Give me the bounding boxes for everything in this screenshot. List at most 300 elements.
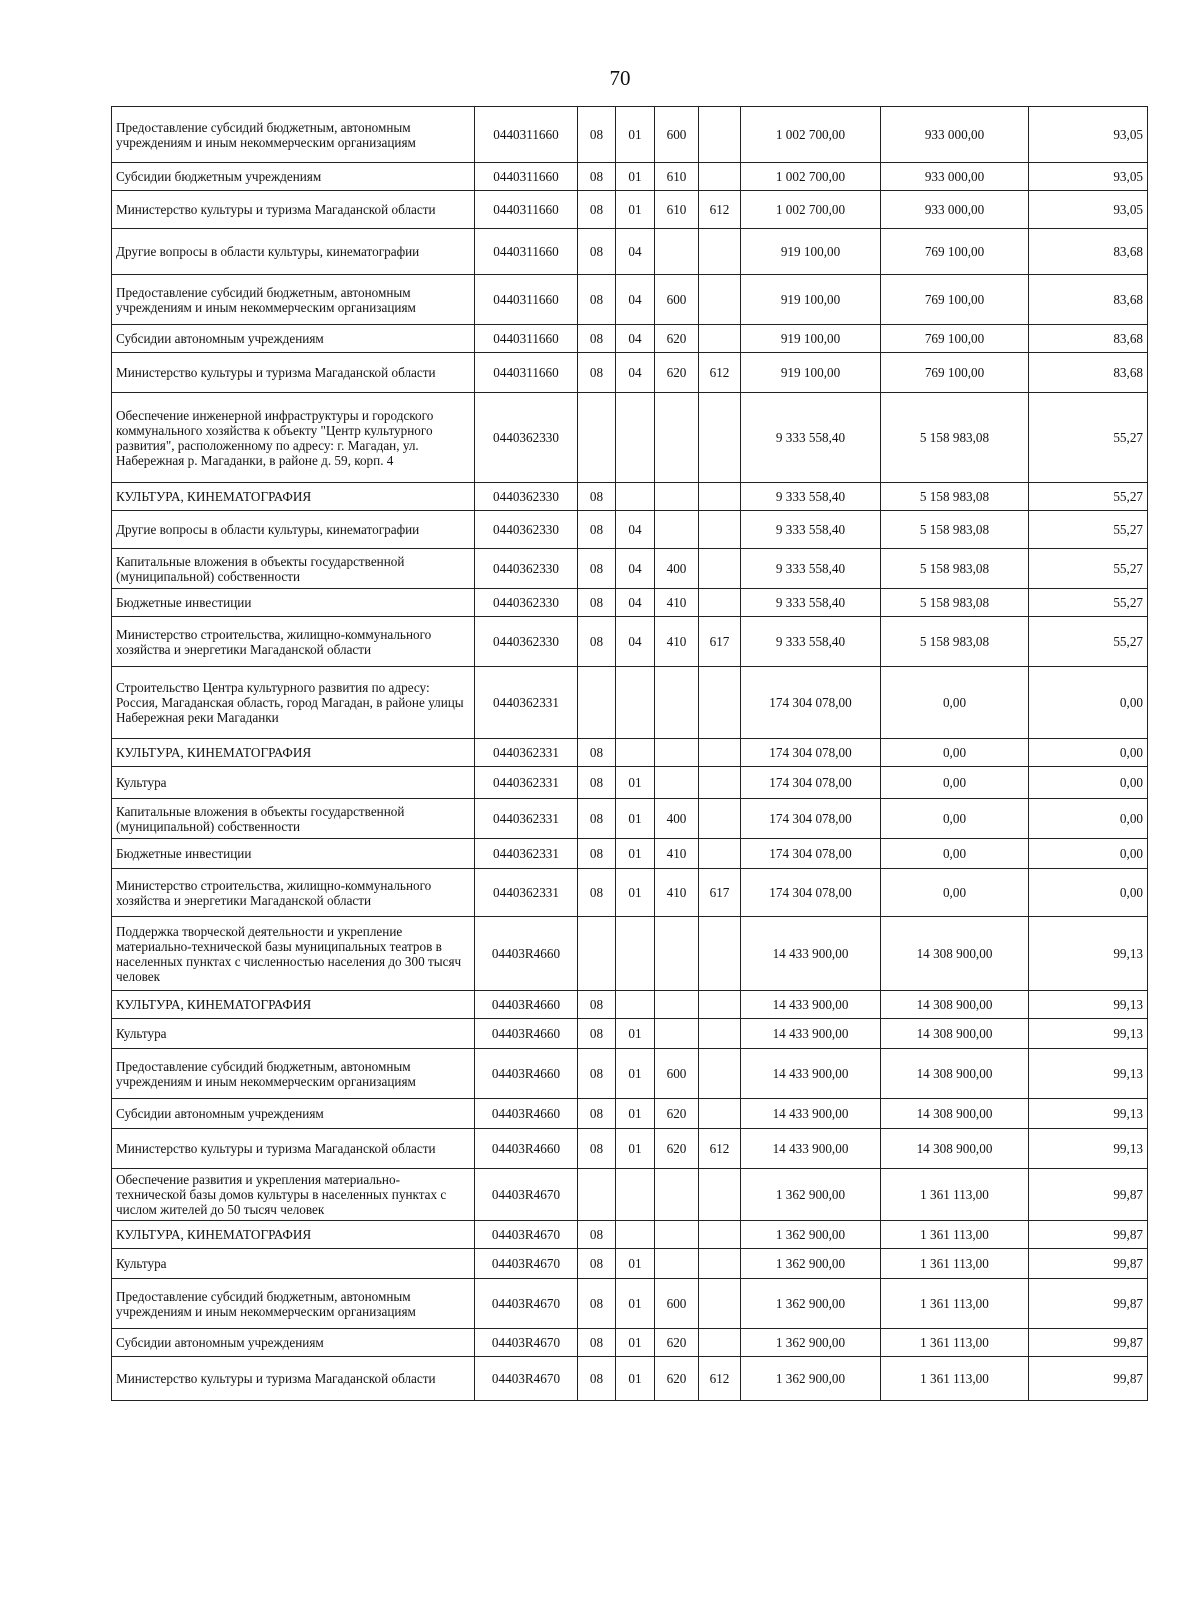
table-row — [112, 275, 1148, 325]
target-article-cell: 0440362331 — [475, 799, 578, 839]
row-name: Культура — [112, 1019, 475, 1049]
table-row — [112, 1129, 1148, 1169]
subsection-cell: 04 — [616, 617, 655, 667]
expense-type-cell: 610 — [655, 191, 699, 229]
expense-type-cell — [655, 483, 699, 511]
administrator-cell — [699, 767, 741, 799]
table-row — [112, 325, 1148, 353]
percent-cell: 83,68 — [1029, 325, 1148, 353]
target-article-cell: 0440362330 — [475, 549, 578, 589]
administrator-cell — [699, 1019, 741, 1049]
subsection-cell — [616, 483, 655, 511]
table-row — [112, 617, 1148, 667]
administrator-cell — [699, 589, 741, 617]
plan-amount-cell: 174 304 078,00 — [741, 869, 881, 917]
percent-cell: 0,00 — [1029, 799, 1148, 839]
plan-amount-cell: 9 333 558,40 — [741, 549, 881, 589]
administrator-cell — [699, 511, 741, 549]
fact-amount-cell: 1 361 113,00 — [881, 1221, 1029, 1249]
percent-cell: 0,00 — [1029, 739, 1148, 767]
fact-amount-cell: 933 000,00 — [881, 107, 1029, 163]
subsection-cell: 01 — [616, 839, 655, 869]
plan-amount-cell: 1 002 700,00 — [741, 107, 881, 163]
target-article-cell: 0440311660 — [475, 275, 578, 325]
fact-amount-cell: 1 361 113,00 — [881, 1249, 1029, 1279]
row-name: Предоставление субсидий бюджетным, автономным учреждениям и иным некоммерческим организациям — [112, 1279, 475, 1329]
section-cell: 08 — [578, 799, 616, 839]
table-row — [112, 869, 1148, 917]
plan-amount-cell: 174 304 078,00 — [741, 667, 881, 739]
table-row — [112, 1249, 1148, 1279]
plan-amount-cell: 9 333 558,40 — [741, 589, 881, 617]
subsection-cell: 04 — [616, 229, 655, 275]
target-article-cell: 0440362331 — [475, 667, 578, 739]
row-name: Предоставление субсидий бюджетным, автономным учреждениям и иным некоммерческим организациям — [112, 275, 475, 325]
target-article-cell: 04403R4660 — [475, 1019, 578, 1049]
target-article-cell: 0440311660 — [475, 325, 578, 353]
plan-amount-cell: 1 362 900,00 — [741, 1249, 881, 1279]
target-article-cell: 04403R4670 — [475, 1329, 578, 1357]
expense-type-cell: 620 — [655, 1129, 699, 1169]
administrator-cell: 612 — [699, 353, 741, 393]
percent-cell: 93,05 — [1029, 163, 1148, 191]
row-name: Субсидии автономным учреждениям — [112, 1099, 475, 1129]
plan-amount-cell: 14 433 900,00 — [741, 917, 881, 991]
plan-amount-cell: 14 433 900,00 — [741, 1099, 881, 1129]
expense-type-cell: 410 — [655, 617, 699, 667]
expense-type-cell: 600 — [655, 1279, 699, 1329]
plan-amount-cell: 174 304 078,00 — [741, 739, 881, 767]
plan-amount-cell: 9 333 558,40 — [741, 483, 881, 511]
administrator-cell: 612 — [699, 1357, 741, 1401]
administrator-cell — [699, 393, 741, 483]
section-cell: 08 — [578, 1019, 616, 1049]
expense-type-cell — [655, 739, 699, 767]
percent-cell: 83,68 — [1029, 229, 1148, 275]
row-name: Поддержка творческой деятельности и укрепление материально-технической базы муниципальных театров в населенных пунктах с численностью населения до 300 тысяч человек — [112, 917, 475, 991]
fact-amount-cell: 14 308 900,00 — [881, 1019, 1029, 1049]
table-row — [112, 1357, 1148, 1401]
subsection-cell — [616, 667, 655, 739]
row-name: Субсидии автономным учреждениям — [112, 1329, 475, 1357]
administrator-cell — [699, 799, 741, 839]
subsection-cell: 01 — [616, 869, 655, 917]
percent-cell: 0,00 — [1029, 767, 1148, 799]
subsection-cell: 04 — [616, 549, 655, 589]
subsection-cell — [616, 991, 655, 1019]
fact-amount-cell: 933 000,00 — [881, 163, 1029, 191]
section-cell: 08 — [578, 1249, 616, 1279]
section-cell: 08 — [578, 483, 616, 511]
target-article-cell: 0440362331 — [475, 839, 578, 869]
row-name: Предоставление субсидий бюджетным, автономным учреждениям и иным некоммерческим организациям — [112, 107, 475, 163]
fact-amount-cell: 1 361 113,00 — [881, 1357, 1029, 1401]
target-article-cell: 0440362330 — [475, 617, 578, 667]
percent-cell: 55,27 — [1029, 483, 1148, 511]
fact-amount-cell: 0,00 — [881, 739, 1029, 767]
target-article-cell: 04403R4670 — [475, 1357, 578, 1401]
subsection-cell: 04 — [616, 511, 655, 549]
percent-cell: 99,13 — [1029, 1019, 1148, 1049]
table-row — [112, 107, 1148, 163]
expense-type-cell — [655, 1019, 699, 1049]
table-row — [112, 1221, 1148, 1249]
section-cell — [578, 393, 616, 483]
row-name: Другие вопросы в области культуры, кинематографии — [112, 229, 475, 275]
fact-amount-cell: 5 158 983,08 — [881, 511, 1029, 549]
plan-amount-cell: 919 100,00 — [741, 275, 881, 325]
row-name: Капитальные вложения в объекты государственной (муниципальной) собственности — [112, 799, 475, 839]
row-name: КУЛЬТУРА, КИНЕМАТОГРАФИЯ — [112, 1221, 475, 1249]
expense-type-cell: 600 — [655, 1049, 699, 1099]
subsection-cell: 01 — [616, 1249, 655, 1279]
percent-cell: 0,00 — [1029, 839, 1148, 869]
expense-type-cell — [655, 393, 699, 483]
row-name: Строительство Центра культурного развития по адресу: Россия, Магаданская область, город Магадан, в районе улицы Набережная реки Магаданки — [112, 667, 475, 739]
table-row — [112, 1279, 1148, 1329]
target-article-cell: 04403R4660 — [475, 1099, 578, 1129]
table-row — [112, 589, 1148, 617]
subsection-cell: 01 — [616, 191, 655, 229]
section-cell: 08 — [578, 589, 616, 617]
section-cell: 08 — [578, 163, 616, 191]
subsection-cell — [616, 1221, 655, 1249]
section-cell: 08 — [578, 353, 616, 393]
row-name: КУЛЬТУРА, КИНЕМАТОГРАФИЯ — [112, 483, 475, 511]
section-cell: 08 — [578, 325, 616, 353]
target-article-cell: 0440362330 — [475, 483, 578, 511]
plan-amount-cell: 919 100,00 — [741, 325, 881, 353]
administrator-cell — [699, 275, 741, 325]
target-article-cell: 0440362331 — [475, 767, 578, 799]
plan-amount-cell: 1 362 900,00 — [741, 1169, 881, 1221]
subsection-cell: 01 — [616, 1329, 655, 1357]
subsection-cell: 01 — [616, 799, 655, 839]
plan-amount-cell: 174 304 078,00 — [741, 799, 881, 839]
percent-cell: 99,13 — [1029, 991, 1148, 1019]
administrator-cell: 612 — [699, 1129, 741, 1169]
expense-type-cell: 410 — [655, 839, 699, 869]
percent-cell: 55,27 — [1029, 511, 1148, 549]
plan-amount-cell: 1 002 700,00 — [741, 191, 881, 229]
section-cell: 08 — [578, 991, 616, 1019]
administrator-cell — [699, 1221, 741, 1249]
section-cell: 08 — [578, 1279, 616, 1329]
target-article-cell: 0440362330 — [475, 393, 578, 483]
table-row — [112, 163, 1148, 191]
table-row — [112, 799, 1148, 839]
section-cell — [578, 667, 616, 739]
fact-amount-cell: 14 308 900,00 — [881, 991, 1029, 1019]
expense-type-cell — [655, 1169, 699, 1221]
row-name: Министерство культуры и туризма Магаданской области — [112, 1357, 475, 1401]
table-row — [112, 353, 1148, 393]
row-name: Обеспечение развития и укрепления материально-технической базы домов культуры в населенных пунктах с числом жителей до 50 тысяч человек — [112, 1169, 475, 1221]
target-article-cell: 04403R4670 — [475, 1279, 578, 1329]
table-row — [112, 839, 1148, 869]
fact-amount-cell: 769 100,00 — [881, 353, 1029, 393]
plan-amount-cell: 919 100,00 — [741, 353, 881, 393]
percent-cell: 99,13 — [1029, 1129, 1148, 1169]
expense-type-cell — [655, 229, 699, 275]
section-cell — [578, 917, 616, 991]
expense-type-cell: 400 — [655, 549, 699, 589]
percent-cell: 55,27 — [1029, 393, 1148, 483]
percent-cell: 99,87 — [1029, 1221, 1148, 1249]
section-cell: 08 — [578, 1329, 616, 1357]
administrator-cell: 617 — [699, 869, 741, 917]
table-row — [112, 549, 1148, 589]
row-name: Бюджетные инвестиции — [112, 839, 475, 869]
fact-amount-cell: 14 308 900,00 — [881, 1049, 1029, 1099]
table-row — [112, 393, 1148, 483]
row-name: Министерство строительства, жилищно-коммунального хозяйства и энергетики Магаданской области — [112, 869, 475, 917]
plan-amount-cell: 1 362 900,00 — [741, 1221, 881, 1249]
subsection-cell — [616, 917, 655, 991]
target-article-cell: 04403R4660 — [475, 991, 578, 1019]
subsection-cell: 04 — [616, 275, 655, 325]
target-article-cell: 0440362331 — [475, 869, 578, 917]
percent-cell: 99,87 — [1029, 1249, 1148, 1279]
plan-amount-cell: 1 362 900,00 — [741, 1357, 881, 1401]
section-cell: 08 — [578, 869, 616, 917]
administrator-cell: 612 — [699, 191, 741, 229]
percent-cell: 0,00 — [1029, 869, 1148, 917]
expense-type-cell: 620 — [655, 1099, 699, 1129]
table-row — [112, 1169, 1148, 1221]
administrator-cell — [699, 549, 741, 589]
expense-type-cell — [655, 917, 699, 991]
target-article-cell: 04403R4660 — [475, 1129, 578, 1169]
subsection-cell: 04 — [616, 325, 655, 353]
section-cell: 08 — [578, 1221, 616, 1249]
administrator-cell — [699, 1249, 741, 1279]
percent-cell: 0,00 — [1029, 667, 1148, 739]
expense-type-cell — [655, 767, 699, 799]
administrator-cell — [699, 1099, 741, 1129]
expense-type-cell — [655, 991, 699, 1019]
plan-amount-cell: 14 433 900,00 — [741, 1019, 881, 1049]
row-name: Другие вопросы в области культуры, кинематографии — [112, 511, 475, 549]
plan-amount-cell: 1 362 900,00 — [741, 1279, 881, 1329]
fact-amount-cell: 14 308 900,00 — [881, 1099, 1029, 1129]
fact-amount-cell: 14 308 900,00 — [881, 1129, 1029, 1169]
table-row — [112, 511, 1148, 549]
fact-amount-cell: 1 361 113,00 — [881, 1169, 1029, 1221]
percent-cell: 99,13 — [1029, 917, 1148, 991]
plan-amount-cell: 174 304 078,00 — [741, 839, 881, 869]
administrator-cell — [699, 229, 741, 275]
section-cell: 08 — [578, 107, 616, 163]
section-cell: 08 — [578, 839, 616, 869]
row-name: Обеспечение инженерной инфраструктуры и городского коммунального хозяйства к объекту "Центр культурного развития", расположенному по адресу: г. Магадан, ул. Набережная р. Магаданки, в районе д. 59, корп. 4 — [112, 393, 475, 483]
target-article-cell: 04403R4670 — [475, 1221, 578, 1249]
budget-table — [111, 106, 1148, 1401]
percent-cell: 99,87 — [1029, 1329, 1148, 1357]
percent-cell: 99,87 — [1029, 1279, 1148, 1329]
section-cell: 08 — [578, 275, 616, 325]
administrator-cell — [699, 107, 741, 163]
percent-cell: 99,87 — [1029, 1357, 1148, 1401]
section-cell: 08 — [578, 229, 616, 275]
section-cell: 08 — [578, 1357, 616, 1401]
row-name: Субсидии автономным учреждениям — [112, 325, 475, 353]
fact-amount-cell: 1 361 113,00 — [881, 1329, 1029, 1357]
target-article-cell: 0440311660 — [475, 229, 578, 275]
administrator-cell — [699, 325, 741, 353]
row-name: Министерство культуры и туризма Магаданской области — [112, 1129, 475, 1169]
administrator-cell — [699, 739, 741, 767]
expense-type-cell: 610 — [655, 163, 699, 191]
percent-cell: 99,87 — [1029, 1169, 1148, 1221]
target-article-cell: 0440311660 — [475, 163, 578, 191]
section-cell: 08 — [578, 739, 616, 767]
expense-type-cell: 620 — [655, 325, 699, 353]
table-row — [112, 1019, 1148, 1049]
subsection-cell: 01 — [616, 767, 655, 799]
expense-type-cell: 410 — [655, 589, 699, 617]
target-article-cell: 04403R4670 — [475, 1169, 578, 1221]
subsection-cell: 01 — [616, 1279, 655, 1329]
table-row — [112, 1099, 1148, 1129]
plan-amount-cell: 14 433 900,00 — [741, 991, 881, 1019]
table-row — [112, 991, 1148, 1019]
administrator-cell — [699, 1279, 741, 1329]
fact-amount-cell: 769 100,00 — [881, 275, 1029, 325]
fact-amount-cell: 933 000,00 — [881, 191, 1029, 229]
expense-type-cell: 600 — [655, 275, 699, 325]
subsection-cell: 01 — [616, 1049, 655, 1099]
section-cell: 08 — [578, 617, 616, 667]
fact-amount-cell: 769 100,00 — [881, 325, 1029, 353]
table-row — [112, 767, 1148, 799]
percent-cell: 55,27 — [1029, 589, 1148, 617]
plan-amount-cell: 174 304 078,00 — [741, 767, 881, 799]
subsection-cell: 01 — [616, 1129, 655, 1169]
target-article-cell: 0440362330 — [475, 589, 578, 617]
row-name: КУЛЬТУРА, КИНЕМАТОГРАФИЯ — [112, 739, 475, 767]
row-name: Министерство культуры и туризма Магаданской области — [112, 353, 475, 393]
row-name: Культура — [112, 767, 475, 799]
section-cell: 08 — [578, 1129, 616, 1169]
administrator-cell — [699, 991, 741, 1019]
plan-amount-cell: 1 362 900,00 — [741, 1329, 881, 1357]
administrator-cell — [699, 1169, 741, 1221]
subsection-cell: 01 — [616, 107, 655, 163]
subsection-cell: 01 — [616, 1357, 655, 1401]
subsection-cell: 01 — [616, 163, 655, 191]
fact-amount-cell: 14 308 900,00 — [881, 917, 1029, 991]
target-article-cell: 0440362331 — [475, 739, 578, 767]
subsection-cell — [616, 393, 655, 483]
fact-amount-cell: 5 158 983,08 — [881, 393, 1029, 483]
percent-cell: 93,05 — [1029, 107, 1148, 163]
target-article-cell: 0440311660 — [475, 107, 578, 163]
administrator-cell — [699, 667, 741, 739]
expense-type-cell: 600 — [655, 107, 699, 163]
fact-amount-cell: 0,00 — [881, 767, 1029, 799]
expense-type-cell: 620 — [655, 1357, 699, 1401]
plan-amount-cell: 9 333 558,40 — [741, 393, 881, 483]
fact-amount-cell: 0,00 — [881, 667, 1029, 739]
administrator-cell — [699, 483, 741, 511]
plan-amount-cell: 14 433 900,00 — [741, 1049, 881, 1099]
target-article-cell: 04403R4660 — [475, 917, 578, 991]
administrator-cell: 617 — [699, 617, 741, 667]
plan-amount-cell: 9 333 558,40 — [741, 511, 881, 549]
fact-amount-cell: 5 158 983,08 — [881, 589, 1029, 617]
expense-type-cell: 620 — [655, 1329, 699, 1357]
table-body — [112, 107, 1148, 1401]
administrator-cell — [699, 1329, 741, 1357]
row-name: Культура — [112, 1249, 475, 1279]
fact-amount-cell: 0,00 — [881, 869, 1029, 917]
row-name: Субсидии бюджетным учреждениям — [112, 163, 475, 191]
administrator-cell — [699, 839, 741, 869]
subsection-cell: 01 — [616, 1099, 655, 1129]
table-row — [112, 1049, 1148, 1099]
percent-cell: 99,13 — [1029, 1099, 1148, 1129]
subsection-cell: 04 — [616, 353, 655, 393]
target-article-cell: 04403R4660 — [475, 1049, 578, 1099]
table-row — [112, 917, 1148, 991]
percent-cell: 55,27 — [1029, 617, 1148, 667]
subsection-cell — [616, 739, 655, 767]
row-name: Министерство культуры и туризма Магаданской области — [112, 191, 475, 229]
section-cell: 08 — [578, 1049, 616, 1099]
administrator-cell — [699, 1049, 741, 1099]
expense-type-cell — [655, 1221, 699, 1249]
target-article-cell: 0440311660 — [475, 353, 578, 393]
expense-type-cell: 410 — [655, 869, 699, 917]
percent-cell: 83,68 — [1029, 353, 1148, 393]
expense-type-cell: 400 — [655, 799, 699, 839]
percent-cell: 83,68 — [1029, 275, 1148, 325]
plan-amount-cell: 919 100,00 — [741, 229, 881, 275]
row-name: Предоставление субсидий бюджетным, автономным учреждениям и иным некоммерческим организациям — [112, 1049, 475, 1099]
target-article-cell: 0440362330 — [475, 511, 578, 549]
expense-type-cell — [655, 511, 699, 549]
fact-amount-cell: 0,00 — [881, 839, 1029, 869]
target-article-cell: 0440311660 — [475, 191, 578, 229]
row-name: Капитальные вложения в объекты государственной (муниципальной) собственности — [112, 549, 475, 589]
plan-amount-cell: 1 002 700,00 — [741, 163, 881, 191]
page-number: 70 — [609, 66, 631, 90]
administrator-cell — [699, 917, 741, 991]
fact-amount-cell: 5 158 983,08 — [881, 549, 1029, 589]
subsection-cell: 04 — [616, 589, 655, 617]
expense-type-cell — [655, 1249, 699, 1279]
plan-amount-cell: 9 333 558,40 — [741, 617, 881, 667]
percent-cell: 99,13 — [1029, 1049, 1148, 1099]
fact-amount-cell: 0,00 — [881, 799, 1029, 839]
plan-amount-cell: 14 433 900,00 — [741, 1129, 881, 1169]
row-name: Бюджетные инвестиции — [112, 589, 475, 617]
expense-type-cell: 620 — [655, 353, 699, 393]
subsection-cell: 01 — [616, 1019, 655, 1049]
subsection-cell — [616, 1169, 655, 1221]
section-cell: 08 — [578, 191, 616, 229]
fact-amount-cell: 5 158 983,08 — [881, 483, 1029, 511]
target-article-cell: 04403R4670 — [475, 1249, 578, 1279]
table-row — [112, 1329, 1148, 1357]
table-row — [112, 483, 1148, 511]
section-cell: 08 — [578, 511, 616, 549]
table-row — [112, 191, 1148, 229]
section-cell — [578, 1169, 616, 1221]
percent-cell: 55,27 — [1029, 549, 1148, 589]
row-name: Министерство строительства, жилищно-коммунального хозяйства и энергетики Магаданской области — [112, 617, 475, 667]
